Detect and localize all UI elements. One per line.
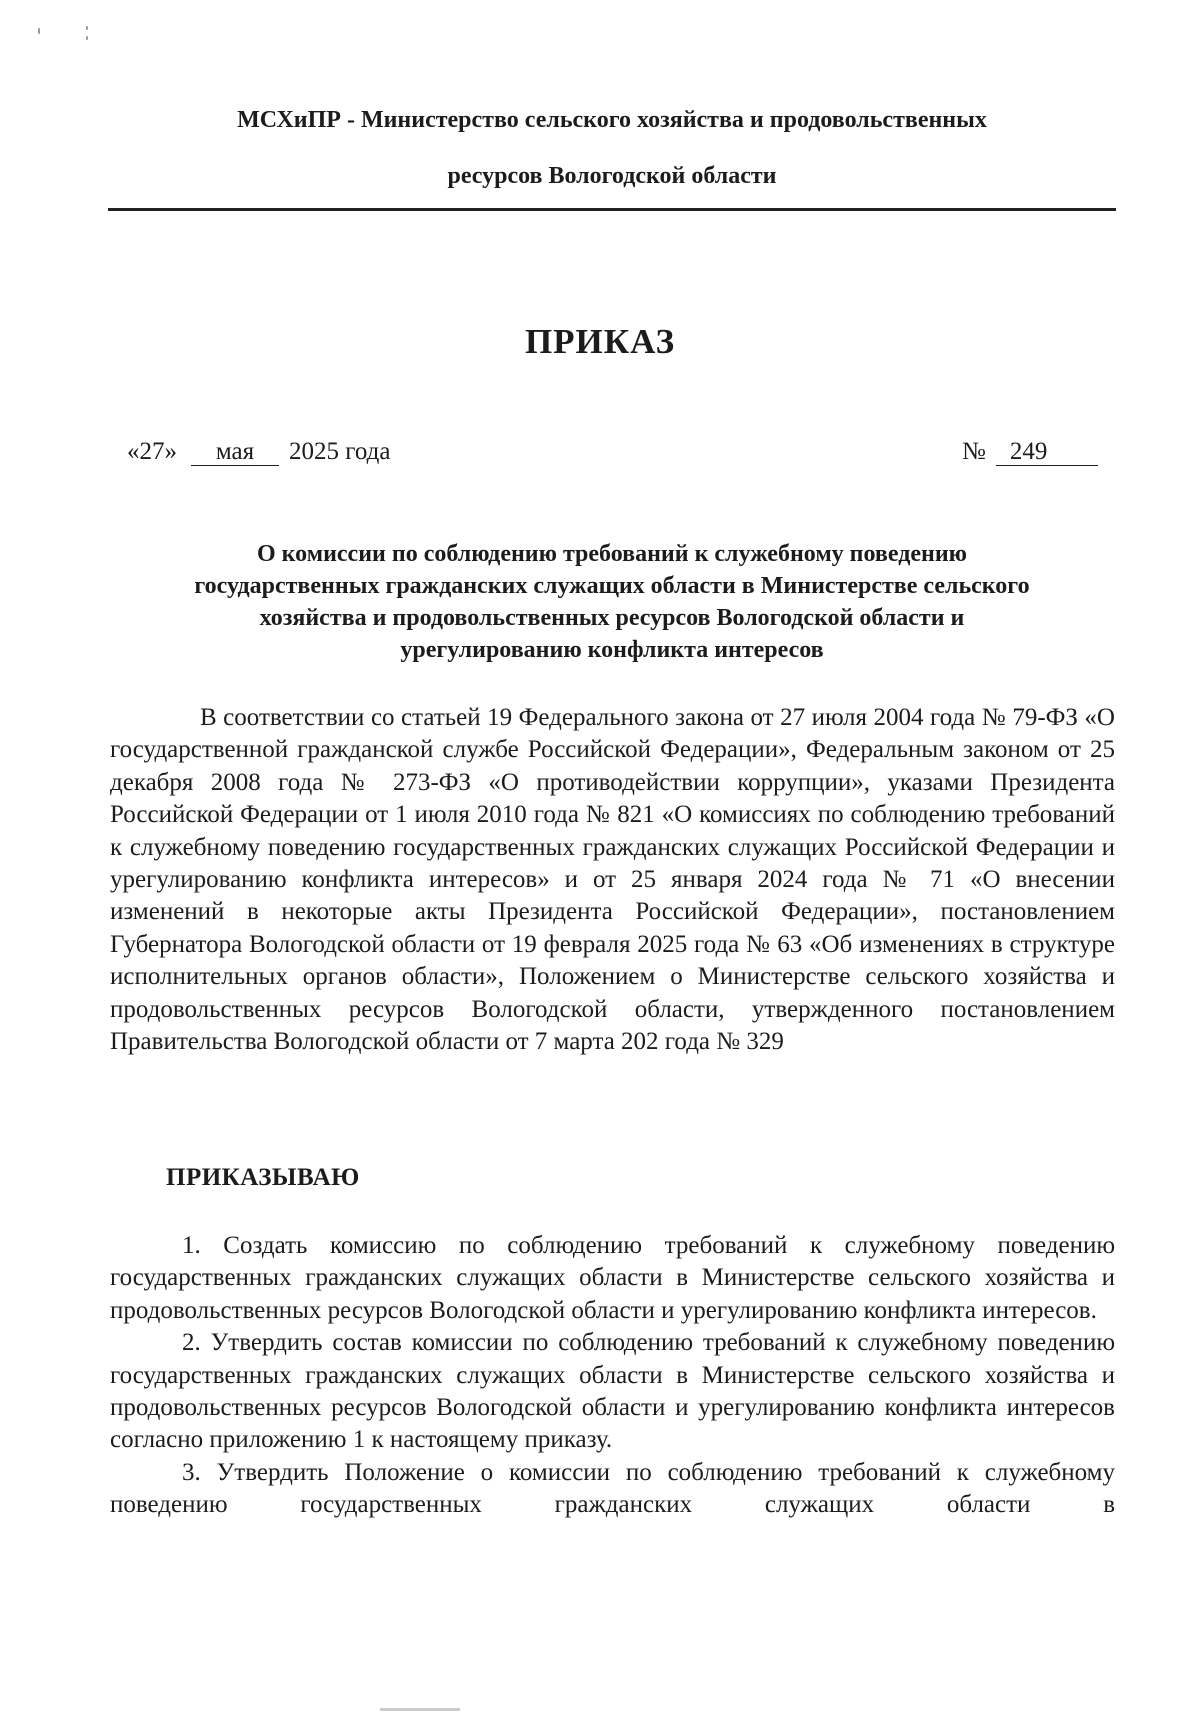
order-subject-line-3: хозяйства и продовольственных ресурсов Вологодской области и	[259, 605, 965, 631]
order-subject-line-4: урегулированию конфликта интересов	[400, 637, 824, 663]
scan-artifact	[86, 36, 88, 40]
order-number-value: 249	[996, 439, 1098, 466]
order-number	[962, 438, 1098, 466]
document-title: ПРИКАЗ	[524, 322, 676, 361]
order-date	[127, 438, 390, 466]
order-subject-line-1: О комиссии по соблюдению требований к служебному поведению	[257, 541, 967, 567]
order-number-sign: №	[962, 438, 986, 465]
scan-artifact	[86, 26, 88, 30]
order-item-3: 3. Утвердить Положение о комиссии по соблюдению требований к служебному поведению государственных гражданских служащих области в	[110, 1458, 1115, 1519]
ministry-header	[108, 92, 1116, 204]
order-date-year: 2025 года	[289, 438, 391, 465]
order-date-month: мая	[191, 439, 279, 466]
order-item-1: 1. Создать комиссию по соблюдению требований к служебному поведению государственных гражданских служащих области в Министерстве сельского хозяйства и продовольственных ресурсов Вологодской области и урегулированию конфликта интересов.	[110, 1232, 1115, 1324]
order-items	[110, 1230, 1115, 1522]
ministry-header-line-2: ресурсов Вологодской области	[447, 163, 777, 189]
scan-artifact	[380, 1708, 460, 1711]
order-subject-line-2: государственных гражданских служащих области в Министерстве сельского	[194, 573, 1030, 599]
order-date-day: «27»	[127, 438, 177, 465]
header-divider	[108, 208, 1116, 211]
preamble-paragraph: В соответствии со статьей 19 Федерального закона от 27 июля 2004 года № 79-ФЗ «О государственной гражданской службе Российской Федерации», Федеральным законом от 25 декабря 2008 года № 273-ФЗ «О противодействии коррупции», указами Президента Российской Федерации от 1 июля 2010 года № 821 «О комиссиях по соблюдению требований к служебному поведению государственных гражданских служащих Российской Федерации и урегулированию конфликта интересов» и от 25 января 2024 года № 71 «О внесении изменений в некоторые акты Президента Российской Федерации», постановлением Губернатора Вологодской области от 19 февраля 2025 года № 63 «Об изменениях в структуре исполнительных органов области», Положением о Министерстве сельского хозяйства и продовольственных ресурсов Вологодской области, утвержденного постановлением Правительства Вологодской области от 7 марта 202 года № 329	[110, 704, 1115, 1056]
order-subject	[108, 538, 1116, 666]
ministry-header-line-1: МСХиПР - Министерство сельского хозяйства и продовольственных	[237, 107, 987, 133]
order-word-heading: ПРИКАЗЫВАЮ	[166, 1164, 360, 1191]
order-item-2: 2. Утвердить состав комиссии по соблюдению требований к служебному поведению государственных гражданских служащих области в Министерстве сельского хозяйства и продовольственных ресурсов Вологодской области и урегулированию конфликта интересов согласно приложению 1 к настоящему приказу.	[110, 1329, 1115, 1454]
scan-artifact	[38, 28, 40, 34]
